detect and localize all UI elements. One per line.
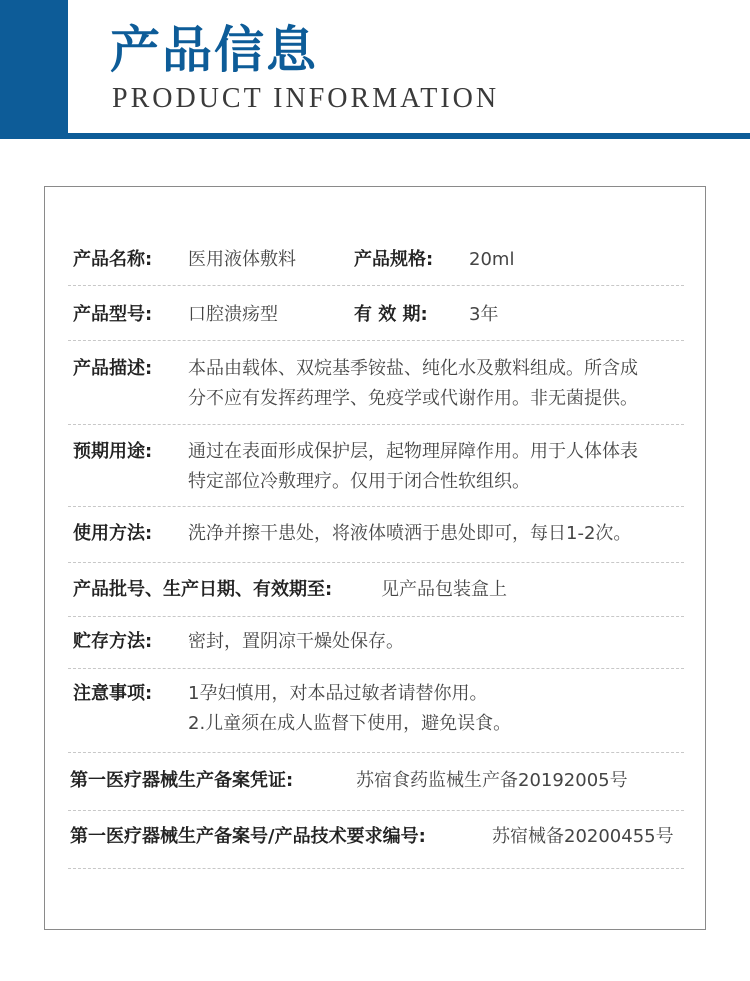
validity-label: 有 效 期:: [354, 304, 428, 325]
row-intended-use: [68, 437, 684, 499]
divider: [68, 424, 684, 425]
description-line: 分不应有发挥药理学、免疫学或代谢作用。非无菌提供。: [188, 388, 638, 409]
divider: [68, 285, 684, 286]
row-storage: [68, 627, 684, 657]
name-label: 产品名称:: [73, 249, 153, 270]
model-value: 口腔溃疡型: [188, 304, 278, 325]
record-label: 第一医疗器械生产备案号/产品技术要求编号:: [70, 826, 426, 847]
spec-value: 20ml: [469, 249, 515, 270]
divider: [68, 506, 684, 507]
method-value: 洗净并擦干患处，将液体喷洒于患处即可，每日1-2次。: [188, 523, 632, 544]
row-name-spec: [68, 245, 684, 275]
row-certificate: [68, 766, 684, 796]
certificate-label: 第一医疗器械生产备案凭证:: [70, 770, 294, 791]
validity-value: 3年: [469, 304, 499, 325]
description-line: 本品由载体、双烷基季铵盐、纯化水及敷料组成。所含成: [188, 358, 638, 379]
row-method: [68, 519, 684, 549]
row-record: [68, 822, 684, 852]
divider: [68, 752, 684, 753]
notes-line: 1孕妇慎用，对本品过敏者请替你用。: [188, 683, 488, 704]
divider: [68, 668, 684, 669]
batch-label: 产品批号、生产日期、有效期至:: [73, 579, 333, 600]
header-accent-bar: [0, 0, 68, 138]
notes-label: 注意事项:: [73, 683, 153, 704]
notes-line: 2.儿童须在成人监督下使用，避免误食。: [188, 713, 512, 734]
storage-value: 密封，置阴凉干燥处保存。: [188, 631, 404, 652]
spec-label: 产品规格:: [354, 249, 434, 270]
header-underline-bar: [0, 133, 750, 139]
row-model-validity: [68, 300, 684, 330]
intended-use-line: 通过在表面形成保护层，起物理屏障作用。用于人体体表: [188, 441, 638, 462]
name-value: 医用液体敷料: [188, 249, 296, 270]
divider: [68, 616, 684, 617]
info-card: [44, 186, 706, 930]
divider: [68, 810, 684, 811]
row-notes: [68, 679, 684, 741]
row-batch: [68, 575, 684, 605]
page-title: 产品信息: [110, 20, 318, 79]
method-label: 使用方法:: [73, 523, 153, 544]
page-subtitle: PRODUCT INFORMATION: [112, 83, 500, 114]
intended-use-line: 特定部位冷敷理疗。仅用于闭合性软组织。: [188, 471, 530, 492]
record-value: 苏宿械备20200455号: [492, 826, 674, 847]
notes-value: [188, 679, 511, 739]
description-value: [188, 354, 638, 414]
description-label: 产品描述:: [73, 358, 153, 379]
divider: [68, 340, 684, 341]
intended-use-label: 预期用途:: [73, 441, 153, 462]
divider: [68, 868, 684, 869]
row-description: [68, 354, 684, 416]
storage-label: 贮存方法:: [73, 631, 153, 652]
divider: [68, 562, 684, 563]
model-label: 产品型号:: [73, 304, 153, 325]
batch-value: 见产品包装盒上: [381, 579, 507, 600]
certificate-value: 苏宿食药监械生产备20192005号: [356, 770, 628, 791]
intended-use-value: [188, 437, 638, 497]
